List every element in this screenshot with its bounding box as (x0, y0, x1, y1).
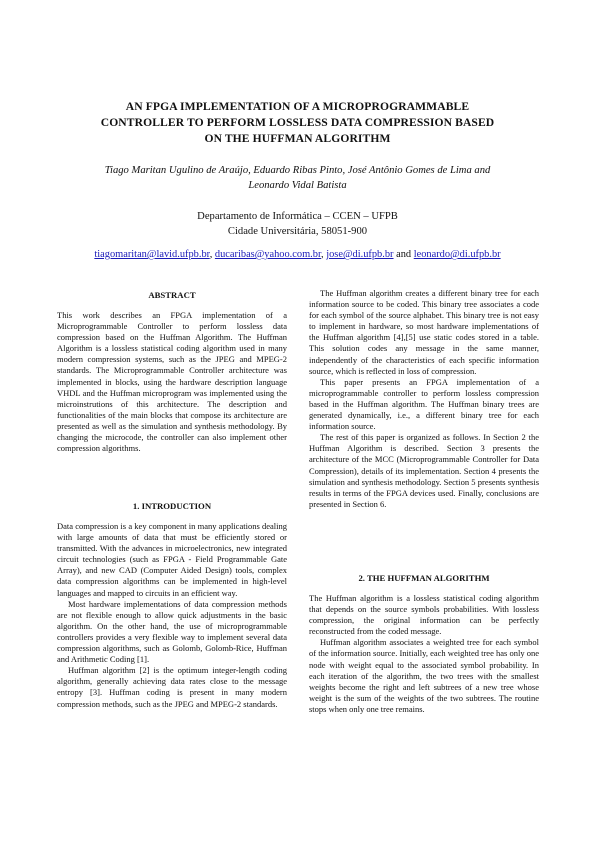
abstract-paragraph: This work describes an FPGA implementation of a Microprogrammable Controller to perform lossless data compression based on the Huffman Algorithm. The Huffman Algorithm is a lossless statistical coding algorithm used in many modern compression systems, such as the JPEG and MPEG-2 standards. The Microprogrammable Controller architecture was implemented in blocks, using the hardware description language VHDL and the Huffman microprogram was implemented using the microinstrutions of this architecture. The description and functionalities of the main blocks that compose its architecture are presented as well as the simulation and synthesis methodology. By changing the microcode, the controller can also implement other compression algorithms. (57, 310, 287, 454)
email-separator: , (209, 249, 215, 260)
introduction-continued (309, 288, 539, 510)
introduction-paragraph-4: The Huffman algorithm creates a different binary tree for each information source to be coded. This binary tree associates a code for each symbol of the source alphabet. This binary tree is not easy to implement in hardware, so most hardware implementations of the Huffman algorithm [4],[5] use static codes stored in a table. This solution codes any message in the same manner, independently of the characteristics of each specific information source, which is reflected in loss of compression. (309, 288, 539, 376)
huffman-section-heading: 2. THE HUFFMAN ALGORITHM (358, 573, 490, 583)
authors-line-1: Tiago Maritan Ugulino de Araújo, Eduardo Ribas Pinto, José Antônio Gomes de Lima and (104, 165, 491, 176)
introduction-paragraph-1: Data compression is a key component in many applications dealing with large amounts of data that must be efficiently stored or transmitted. With the advances in microelectronics, new integrated circuit technologies (such as FPGA - Field Programmable Gate Array), and new CAD (Computer Aided Design) tools, complex data compression algorithms can be implemented in high-level languages and mapped to circuits in an efficient way. (57, 521, 287, 598)
huffman-section-body (309, 593, 539, 715)
huffman-paragraph-1: The Huffman algorithm is a lossless statistical coding algorithm that depends on the source symbols probabilities. With lossless compression, the original information can be perfectly reconstructed from the coded message. (309, 593, 539, 637)
email-link-leonardo[interactable]: leonardo@di.ufpb.br (413, 249, 501, 260)
affiliation (50, 209, 545, 239)
affiliation-line-1: Departamento de Informática – CCEN – UFPB (197, 211, 398, 222)
introduction-paragraph-5: This paper presents an FPGA implementation of a microprogrammable controller to perform lossless compression based in the Huffman algorithm. The Huffman binary trees are generated dynamically, i.e., a different binary tree for each information source. (309, 376, 539, 432)
introduction-paragraph-3: Huffman algorithm [2] is the optimum integer-length coding algorithm, generally achieving data rates close to the message entropy [3]. Huffman coding is present in many modern compression methods, such as the JPEG and MPEG-2 standards. (57, 665, 287, 709)
email-link-jose[interactable]: jose@di.ufpb.br (326, 249, 394, 260)
abstract-body (57, 310, 287, 454)
introduction-paragraph-6: The rest of this paper is organized as follows. In Section 2 the Huffman Algorithm is described. Section 3 presents the architecture of the MCC (Microprogrammable Controller for Data Compression), details of its implementation. Section 4 presents the simulation and synthesis methodology. Section 5 presents synthesis results in terms of the FPGA devices used. Finally, conclusions are presented in Section 6. (309, 432, 539, 509)
author-list (50, 163, 545, 193)
email-separator: , (321, 249, 327, 260)
title-line-2: CONTROLLER TO PERFORM LOSSLESS DATA COMPRESSION BASED (100, 116, 495, 129)
title-line-1: AN FPGA IMPLEMENTATION OF A MICROPROGRAMMABLE (125, 100, 470, 113)
abstract-heading: ABSTRACT (148, 290, 196, 300)
email-list (30, 248, 565, 262)
email-link-tiago[interactable]: tiagomaritan@lavid.ufpb.br (94, 249, 210, 260)
introduction-heading: 1. INTRODUCTION (132, 501, 212, 511)
affiliation-line-2: Cidade Universitária, 58051-900 (227, 226, 368, 237)
title-line-3: ON THE HUFFMAN ALGORITHM (204, 132, 391, 145)
email-and-word: and (393, 249, 414, 260)
paper-title (40, 99, 555, 147)
introduction-body (57, 521, 287, 710)
huffman-paragraph-2: Huffman algorithm associates a weighted tree for each symbol of the information source. Initially, each weighted tree has only one node with weight equal to the associated symbol probability. In each iteration of the algorithm, the two trees with the smallest weights become the right and left subtrees of a new tree whose weight is the sum of the weights of the two subtrees. The routine stops when only one tree remains. (309, 637, 539, 714)
authors-line-2: Leonardo Vidal Batista (248, 180, 347, 191)
email-link-eduardo[interactable]: ducaribas@yahoo.com.br (214, 249, 322, 260)
introduction-paragraph-2: Most hardware implementations of data compression methods are not flexible enough to allow quick adjustments in the basic algorithm. On the other hand, the use of microprogrammable controllers provides a very flexible way to implement several data compression algorithms, such as Golomb, Golomb-Rice, Huffman and Arithmetic Coding [1]. (57, 598, 287, 665)
